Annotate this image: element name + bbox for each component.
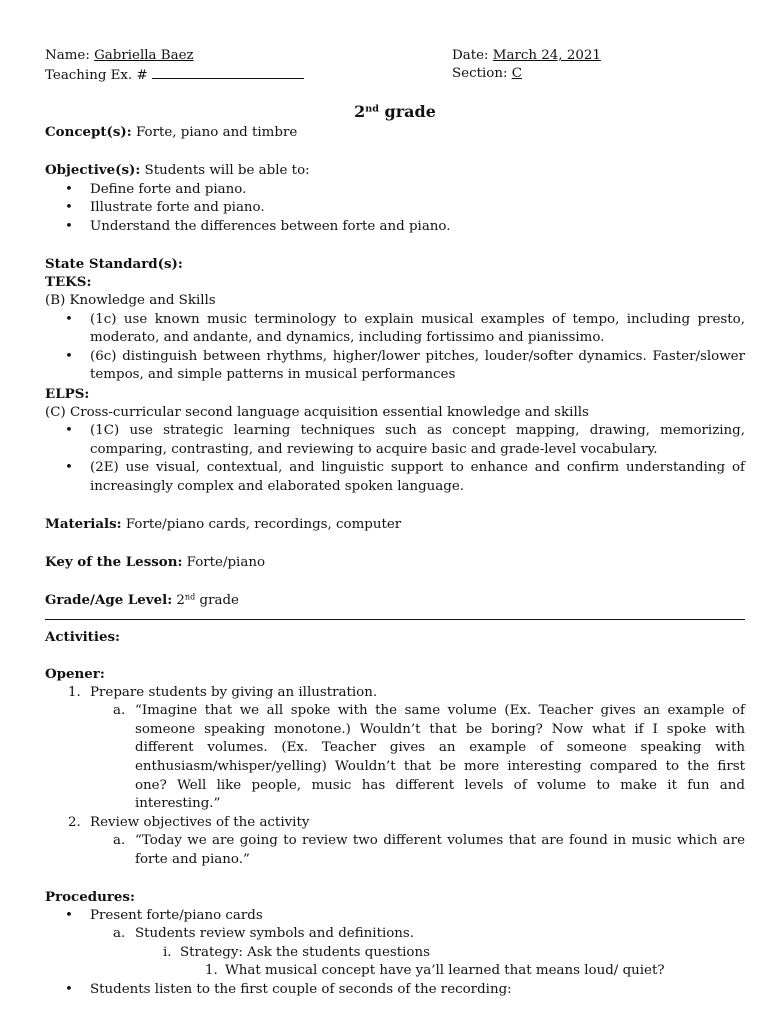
section-line: Section: C (452, 66, 522, 81)
procedure-question: 1. What musical concept have ya’ll learned that means loud/ quiet? (205, 963, 665, 979)
key-of-lesson-line: Key of the Lesson: Forte/piano (45, 553, 266, 570)
procedure-item: • Students listen to the first couple of seconds of the recording: (65, 981, 512, 997)
state-standards-heading: State Standard(s): (45, 255, 183, 272)
procedure-subitem: a. Students review symbols and definitions. (113, 926, 415, 942)
teks-heading: TEKS: (45, 274, 92, 291)
opener-item: 2. Review objectives of the activity (68, 814, 310, 830)
opener-subitem: a. “Today we are going to review two different volumes that are found in music which are forte and piano.” (113, 833, 745, 867)
name-line: Name: Gabriella Baez (45, 48, 194, 63)
objective-item: • Understand the differences between forte and piano. (65, 218, 451, 234)
elps-subheading: (C) Cross-curricular second language acquisition essential knowledge and skills (45, 404, 589, 420)
concept-line: Concept(s): Forte, piano and timbre (45, 124, 298, 140)
activities-heading: Activities: (45, 629, 120, 645)
elps-item: • (1C) use strategic learning techniques such as concept mapping, drawing, memorizing, comparing, contrasting, and reviewing to acquire basic and grade-level vocabulary. (65, 423, 745, 457)
teks-subheading: (B) Knowledge and Skills (45, 292, 216, 308)
teaching-ex-blank (152, 65, 304, 79)
page-title: 2nd grade (354, 102, 436, 121)
section-value: C (511, 66, 522, 81)
materials-line: Materials: Forte/piano cards, recordings, computer (45, 515, 402, 532)
objective-item: • Illustrate forte and piano. (65, 200, 265, 216)
teks-item: • (1c) use known music terminology to explain musical examples of tempo, including presto, moderato, and andante, and dynamics, including fortissimo and pianissimo. (65, 311, 745, 346)
procedure-item: • Present forte/piano cards (65, 907, 263, 923)
activities-content (45, 628, 745, 999)
teaching-ex-line: Teaching Ex. # (45, 65, 304, 85)
section-divider (45, 619, 745, 620)
elps-heading: ELPS: (45, 385, 90, 402)
date-line: Date: March 24, 2021 (452, 48, 601, 63)
objective-item: • Define forte and piano. (65, 181, 247, 197)
lesson-content (45, 123, 745, 610)
opener-item: 1. Prepare students by giving an illustration. (68, 684, 378, 700)
opener-subitem: a. “Imagine that we all spoke with the same volume (Ex. Teacher gives an example of someone speaking monotone.) Wouldn’t that be boring? Now what if I spoke with different volumes. (Ex. Teacher gives an example of someone speaking with enthusiasm/whisper/yelling) Wouldn’t that be more interesting compared to the first one? Well like people, music has different levels of volume to make it fun and interesting.” (113, 703, 745, 812)
date-value: March 24, 2021 (492, 48, 601, 63)
elps-item: • (2E) use visual, contextual, and linguistic support to enhance and confirm understanding of increasingly complex and elaborated spoken language. (65, 460, 745, 494)
objectives-line: Objective(s): Students will be able to: (45, 161, 310, 178)
procedure-subsubitem: i. Strategy: Ask the students questions (163, 944, 430, 960)
procedures-heading: Procedures: (45, 888, 135, 905)
grade-level-line: Grade/Age Level: 2nd grade (45, 591, 239, 608)
name-value: Gabriella Baez (94, 48, 194, 63)
teks-item: • (6c) distinguish between rhythms, higher/lower pitches, louder/softer dynamics. Faster/slower tempos, and simple patterns in musical performances (65, 348, 745, 383)
opener-heading: Opener: (45, 665, 105, 682)
